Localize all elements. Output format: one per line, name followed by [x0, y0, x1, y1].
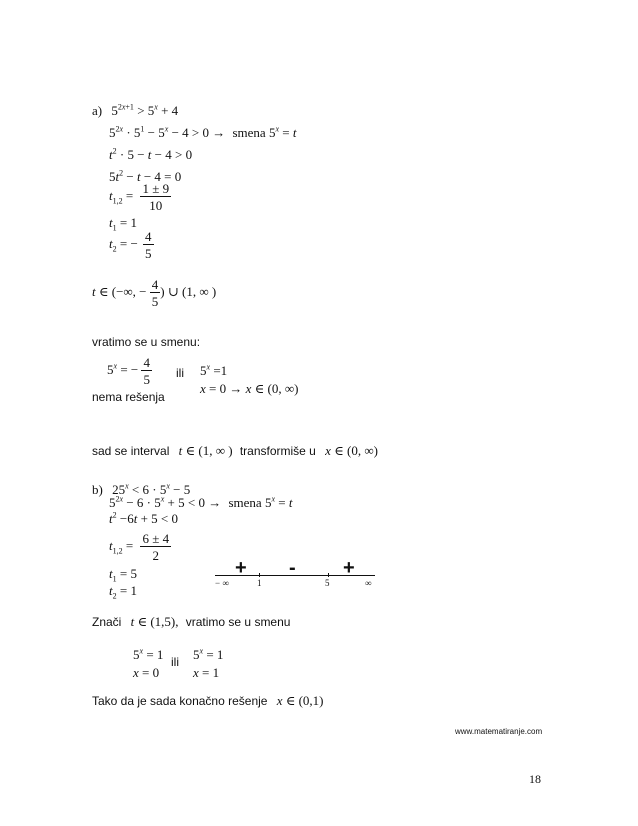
tick-1: [259, 573, 260, 577]
number-line: [215, 557, 375, 590]
nema-resenja: nema rešenja: [92, 390, 165, 404]
website-footer: www.matematiranje.com: [455, 727, 543, 736]
smena-b-1: $5^x = 1$: [133, 646, 164, 662]
frac-denominator: 10: [149, 198, 163, 213]
frac-denominator: 5: [151, 294, 159, 309]
part-b-label: b): [92, 482, 103, 497]
znaci-text: Znači: [92, 615, 122, 629]
part-b-t12: $t_{1,2}$ = $\frac{6 \pm 4}{2}$: [109, 531, 170, 563]
tako-line: Tako da je sada konačno rešenje x ∈ (0,1): [92, 693, 324, 708]
frac-numerator: 4: [143, 355, 150, 370]
ili-label-a: ili: [176, 366, 184, 380]
part-a-line-2: $5^{2x} \cdot 5^1 - 5^x - 4 > 0$ → smena $5^x = t$: [109, 124, 297, 140]
frac-denominator: 2: [152, 548, 160, 563]
tako-text: Tako da je sada konačno rešenje: [92, 694, 268, 708]
sad-text-2: transformiše u: [239, 444, 316, 458]
part-b-line-1: b) $25^x < 6 \cdot 5^x - 5$: [92, 481, 191, 497]
ili-label-b: ili: [171, 655, 179, 669]
frac-denominator: 5: [145, 246, 152, 261]
smena-label-a: smena: [232, 125, 266, 140]
sign-minus: -: [289, 557, 296, 579]
interval-a: t ∈ (−∞, − $\frac{4}{5}$ ) ∪ (1, ∞ ): [92, 277, 217, 309]
part-a-t1: $t_1 = 1$: [109, 215, 137, 233]
part-a-line-4: $5t^2 - t - 4 = 0$: [109, 168, 182, 184]
frac-numerator: 4: [145, 229, 152, 244]
smena-back-3: x = 0 → x ∈ (0, ∞): [200, 381, 299, 396]
znaci-line: Znači t ∈ (1,5), vratimo se u smenu: [92, 614, 291, 629]
part-b-t1: $t_1 = 5$: [109, 566, 137, 584]
smena-back-1: $5^x$ = − $\frac{4}{5}$: [107, 355, 150, 387]
part-b-line-3: $t^2 -6t + 5 < 0$: [109, 510, 179, 526]
sign-plus-right: +: [343, 557, 355, 579]
label-neg-inf: − ∞: [215, 578, 229, 588]
label-5: 5: [325, 578, 330, 588]
tick-5: [328, 573, 329, 577]
part-a-label: a): [92, 103, 103, 118]
part-a-line-3: $t^2 \cdot 5 - t - 4 > 0$: [109, 146, 193, 162]
label-1: 1: [257, 578, 262, 588]
znaci-text-2: vratimo se u smenu: [185, 615, 291, 629]
frac-numerator: 4: [151, 277, 159, 292]
page-number: 18: [529, 772, 541, 786]
label-inf: ∞: [365, 578, 372, 588]
part-a-t2: $t_2$ = − $\frac{4}{5}$: [109, 229, 152, 261]
frac-denominator: 5: [143, 372, 150, 387]
part-b-t2: $t_2 = 1$: [109, 583, 137, 601]
sad-text: sad se interval: [92, 444, 170, 458]
smena-b-2: x = 0: [133, 665, 160, 680]
frac-numerator: 6 ± 4: [142, 531, 170, 546]
sad-line: sad se interval t ∈ (1, ∞ ) transformiše u x ∈ (0, ∞): [92, 443, 378, 458]
vratimo-line: vratimo se u smenu:: [92, 335, 201, 349]
smena-b-4: x = 1: [193, 665, 220, 680]
part-a-line-1: a) $5^{2x+1} > 5^x + 4$: [92, 102, 179, 118]
frac-numerator: 1 ± 9: [142, 181, 170, 196]
smena-label-b: smena: [228, 495, 262, 510]
part-a-t12: $t_{1,2}$ = $\frac{1 \pm 9}{10}$: [109, 181, 170, 213]
part-b-line-2: $5^{2x} - 6 \cdot 5^x + 5 < 0$ → smena $5^x = t$: [109, 494, 293, 510]
smena-back-2: $5^x =1$: [200, 362, 228, 378]
sign-plus-left: +: [235, 557, 247, 579]
smena-b-3: $5^x = 1$: [193, 646, 224, 662]
